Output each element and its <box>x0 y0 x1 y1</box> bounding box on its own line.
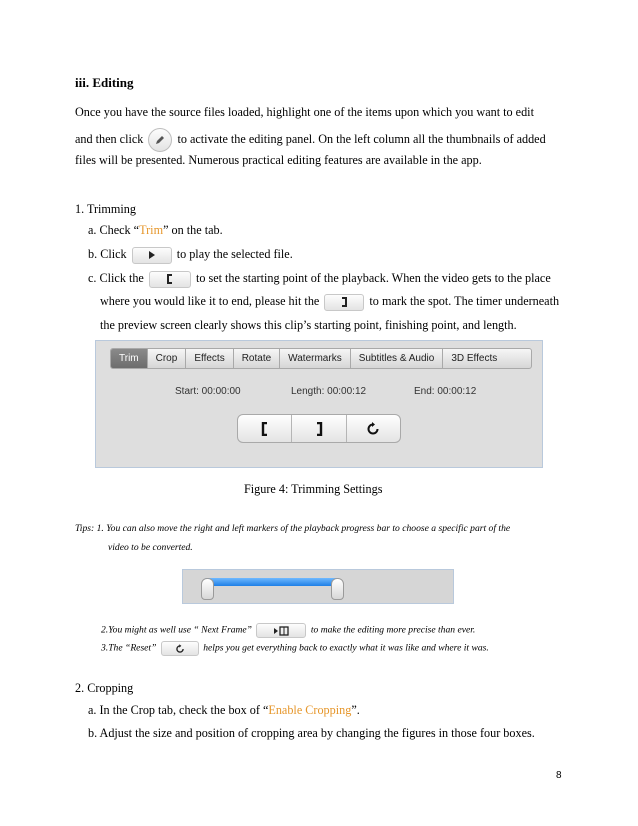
step-c2-text: where you would like it to end, please hit the <box>100 294 320 308</box>
intro-line-2-start: and then click <box>75 131 144 146</box>
intro-line-3: files will be presented. Numerous practical editing features are available in the app. <box>75 153 482 167</box>
figure-caption: Figure 4: Trimming Settings <box>244 482 383 496</box>
trimming-step-c-3: the preview screen clearly shows this clip’s starting point, finishing point, and length. <box>100 318 517 332</box>
tab-trim[interactable]: Trim <box>111 349 148 368</box>
left-marker-handle[interactable] <box>201 578 214 600</box>
trimming-step-a <box>88 222 223 238</box>
pencil-icon <box>154 134 166 146</box>
step-c2-text-end: to mark the spot. The timer underneath <box>369 294 560 308</box>
right-bracket-icon <box>340 297 348 307</box>
progress-track <box>203 578 341 586</box>
progress-bar-figure <box>182 569 454 604</box>
start-time: Start: 00:00:00 <box>175 386 241 397</box>
intro-line-2 <box>75 128 546 152</box>
reset-icon <box>365 421 381 437</box>
tab-effects[interactable]: Effects <box>186 349 233 368</box>
cropping-step-a <box>88 702 360 718</box>
trimming-step-b <box>88 246 293 264</box>
right-bracket-icon <box>314 422 324 436</box>
step-b-text: b. Click <box>88 247 127 261</box>
tip-2-text: 2.You might as well use “ Next Frame” <box>101 624 253 636</box>
crop-step-a-text: a. In the Crop tab, check the box of “ <box>88 703 269 717</box>
left-bracket-icon <box>260 422 270 436</box>
tip-3-text-end: helps you get everything back to exactly what it was like and where it was. <box>203 642 489 654</box>
intro-line-1: Once you have the source files loaded, highlight one of the items upon which you want to edit <box>75 105 534 119</box>
tab-rotate[interactable]: Rotate <box>234 349 280 368</box>
length-time: Length: 00:00:12 <box>291 386 367 397</box>
set-end-button[interactable] <box>292 415 346 442</box>
edit-button[interactable] <box>148 128 172 152</box>
tip-1-line-2: video to be converted. <box>108 542 193 553</box>
mark-end-button[interactable] <box>324 294 364 311</box>
trimming-settings-figure <box>95 340 543 468</box>
left-bracket-icon <box>166 274 174 284</box>
tip-2-text-end: to make the editing more precise than ever. <box>310 624 476 636</box>
step-c-text: c. Click the <box>88 271 144 285</box>
crop-step-a-text-end: ”. <box>351 703 360 717</box>
mark-start-button[interactable] <box>149 271 191 288</box>
step-b-text-end: to play the selected file. <box>176 247 293 261</box>
tip-1-line-1: Tips: 1. You can also move the right and left markers of the playback progress bar to choose a specific part of the <box>75 523 511 534</box>
step-a-text: a. Check “ <box>88 223 140 237</box>
cropping-step-b: b. Adjust the size and position of cropping area by changing the figures in those four boxes. <box>88 726 535 740</box>
tab-watermarks[interactable]: Watermarks <box>280 349 351 368</box>
tip-2 <box>101 623 475 638</box>
reset-icon <box>174 643 185 654</box>
tip-3 <box>101 641 489 656</box>
tab-subtitles-audio[interactable]: Subtitles & Audio <box>351 349 444 368</box>
editor-tab-bar <box>110 348 532 369</box>
intro-line-2-end: to activate the editing panel. On the left column all the thumbnails of added <box>177 131 546 146</box>
next-frame-icon <box>273 626 289 636</box>
trim-button-group <box>237 414 401 443</box>
trim-highlight: Trim <box>139 223 164 237</box>
reset-small-button[interactable] <box>161 641 199 656</box>
trimming-step-c-2 <box>100 293 559 311</box>
right-marker-handle[interactable] <box>331 578 344 600</box>
reset-button[interactable] <box>347 415 400 442</box>
tab-crop[interactable]: Crop <box>148 349 187 368</box>
play-icon <box>148 251 156 259</box>
tab-3d-effects[interactable]: 3D Effects <box>451 353 498 364</box>
step-a-text-end: ” on the tab. <box>163 223 223 237</box>
set-start-button[interactable] <box>238 415 292 442</box>
cropping-heading: 2. Cropping <box>75 681 134 695</box>
trimming-step-c <box>88 270 551 288</box>
trimming-heading: 1. Trimming <box>75 202 136 216</box>
page-number: 8 <box>556 770 562 781</box>
tip-3-text: 3.The “Reset” <box>101 642 157 654</box>
enable-cropping-highlight: Enable Cropping <box>268 703 352 717</box>
play-button[interactable] <box>132 247 172 264</box>
section-heading: iii. Editing <box>75 75 134 90</box>
next-frame-button[interactable] <box>256 623 306 638</box>
end-time: End: 00:00:12 <box>414 386 477 397</box>
step-c-text-end: to set the starting point of the playback. When the video gets to the place <box>195 271 551 285</box>
